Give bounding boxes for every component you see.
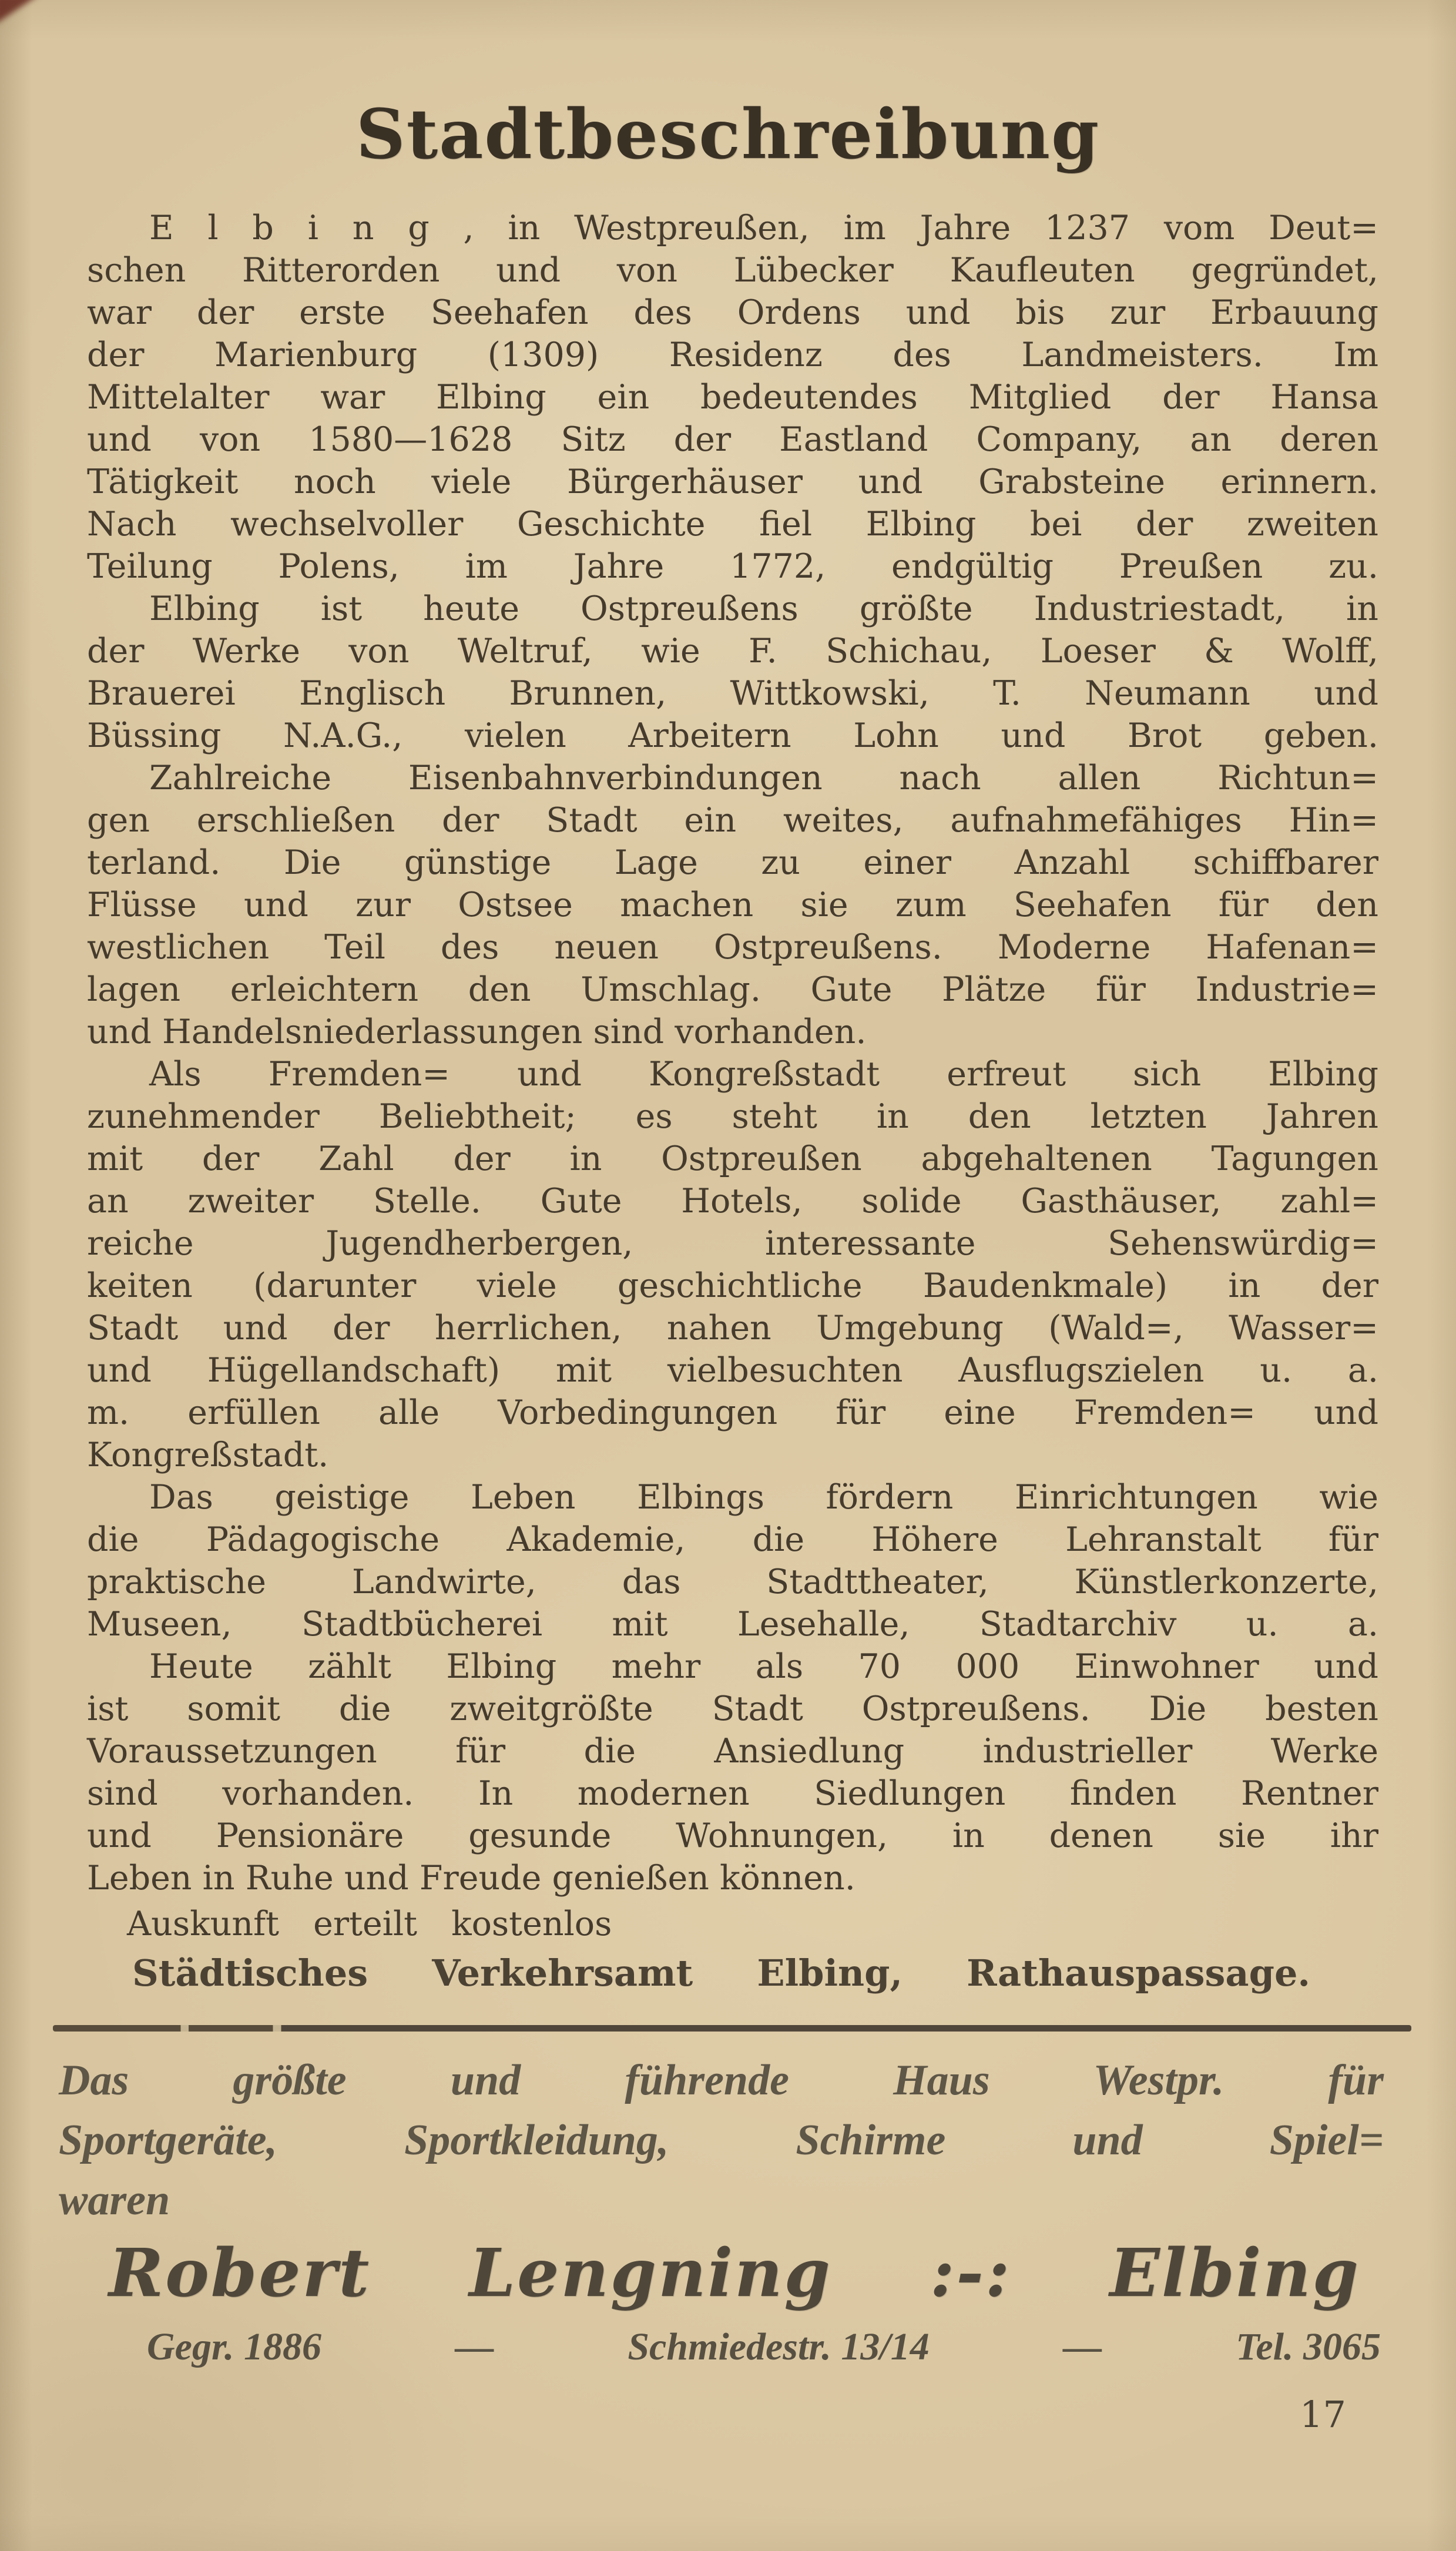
body-line: Leben in Ruhe und Freude genießen können. [87, 1859, 856, 1898]
body-line: und Hügellandschaft) mit vielbesuchten Ausflugszielen u. a. [87, 1351, 1378, 1390]
ad-text [59, 2050, 1384, 2230]
contact-word: kostenlos [451, 1905, 612, 1943]
body-line: E l b i n g , in Westpreußen, im Jahre 1237 vom Deut= [149, 209, 1378, 247]
body-line: terland. Die günstige Lage zu einer Anzahl schiffbarer [87, 843, 1378, 882]
body-line: Heute zählt Elbing mehr als 70 000 Einwohner und [149, 1647, 1378, 1686]
body-line: zunehmender Beliebtheit; es steht in den letzten Jahren [87, 1097, 1378, 1136]
ad-footer-item: Gegr. 1886 [147, 2325, 321, 2368]
body-line: war der erste Seehafen des Ordens und bis zur Erbauung [87, 293, 1378, 332]
ad-line: waren [59, 2176, 170, 2224]
body-line: keiten (darunter viele geschichtliche Baudenkmale) in der [87, 1266, 1378, 1305]
body-line: und Handelsniederlassungen sind vorhanden. [87, 1013, 867, 1051]
tourist-office-line: Städtisches Verkehrsamt Elbing, Rathauspassage. [132, 1952, 1310, 1994]
ad-footer [147, 2324, 1381, 2370]
body-line: Mittelalter war Elbing ein bedeutendes Mitglied der Hansa [87, 378, 1378, 417]
body-line: schen Ritterorden und von Lübecker Kaufleuten gegründet, [87, 251, 1378, 290]
body-line: Nach wechselvoller Geschichte fiel Elbing bei der zweiten [87, 505, 1378, 544]
contact-word: erteilt [313, 1905, 418, 1943]
body-line: m. erfüllen alle Vorbedingungen für eine Fremden= und [87, 1393, 1378, 1432]
body-line: lagen erleichtern den Umschlag. Gute Plätze für Industrie= [87, 970, 1378, 1009]
page-title: Stadtbeschreibung [355, 95, 1101, 175]
advertisement [0, 2050, 1456, 2370]
body-line: Elbing ist heute Ostpreußens größte Industriestadt, in [149, 589, 1378, 628]
body-line: ist somit die zweitgrößte Stadt Ostpreußens. Die besten [87, 1690, 1378, 1728]
page-number: 17 [1300, 2393, 1346, 2436]
body-line: der Werke von Weltruf, wie F. Schichau, Loeser & Wolff, [87, 632, 1378, 671]
ad-footer-dash: — [455, 2325, 494, 2368]
body-line: praktische Landwirte, das Stadttheater, Künstlerkonzerte, [87, 1563, 1378, 1601]
body-line: westlichen Teil des neuen Ostpreußens. Moderne Hafenan= [87, 928, 1378, 967]
body-line: gen erschließen der Stadt ein weites, aufnahmefähiges Hin= [87, 801, 1378, 840]
body-line: Als Fremden= und Kongreßstadt erfreut sich Elbing [149, 1055, 1378, 1094]
body-line: die Pädagogische Akademie, die Höhere Lehranstalt für [87, 1520, 1378, 1559]
body-line: Flüsse und zur Ostsee machen sie zum Seehafen für den [87, 886, 1378, 924]
body-line: Brauerei Englisch Brunnen, Wittkowski, T. Neumann und [87, 674, 1378, 713]
ad-footer-item: Tel. 3065 [1236, 2325, 1381, 2368]
ad-footer-dash: — [1063, 2325, 1102, 2368]
body-line: der Marienburg (1309) Residenz des Landmeisters. Im [87, 336, 1378, 374]
body-line: Kongreßstadt. [87, 1436, 329, 1474]
body-text [87, 207, 1378, 1899]
contact-line [127, 1903, 1456, 1945]
ad-line: Sportgeräte, Sportkleidung, Schirme und Spiel= [59, 2116, 1384, 2164]
body-line: und Pensionäre gesunde Wohnungen, in denen sie ihr [87, 1816, 1378, 1855]
body-line: Zahlreiche Eisenbahnverbindungen nach allen Richtun= [149, 759, 1378, 797]
body-line: Teilung Polens, im Jahre 1772, endgültig Preußen zu. [87, 547, 1378, 586]
contact-word: Auskunft [127, 1905, 280, 1943]
body-line: mit der Zahl der in Ostpreußen abgehaltenen Tagungen [87, 1139, 1378, 1178]
body-line: Stadt und der herrlichen, nahen Umgebung (Wald=, Wasser= [87, 1309, 1378, 1347]
body-line: sind vorhanden. In modernen Siedlungen finden Rentner [87, 1774, 1378, 1813]
body-line: an zweiter Stelle. Gute Hotels, solide Gasthäuser, zahl= [87, 1182, 1378, 1221]
body-line: Büssing N.A.G., vielen Arbeitern Lohn und Brot geben. [87, 716, 1378, 755]
ad-brand-line: Robert Lengning :-: Elbing [109, 2235, 1360, 2312]
body-line: Voraussetzungen für die Ansiedlung industrieller Werke [87, 1732, 1378, 1771]
body-line: und von 1580—1628 Sitz der Eastland Company, an deren [87, 420, 1378, 459]
body-line: Museen, Stadtbücherei mit Lesehalle, Stadtarchiv u. a. [87, 1605, 1378, 1644]
ad-footer-item: Schmiedestr. 13/14 [628, 2325, 930, 2368]
body-line: Das geistige Leben Elbings fördern Einrichtungen wie [149, 1478, 1378, 1517]
body-line: reiche Jugendherbergen, interessante Sehenswürdig= [87, 1224, 1378, 1263]
body-line: Tätigkeit noch viele Bürgerhäuser und Grabsteine erinnern. [87, 462, 1378, 501]
ad-line: Das größte und führende Haus Westpr. für [59, 2056, 1384, 2104]
corner-stain [0, 0, 40, 25]
section-divider [53, 2025, 1411, 2032]
